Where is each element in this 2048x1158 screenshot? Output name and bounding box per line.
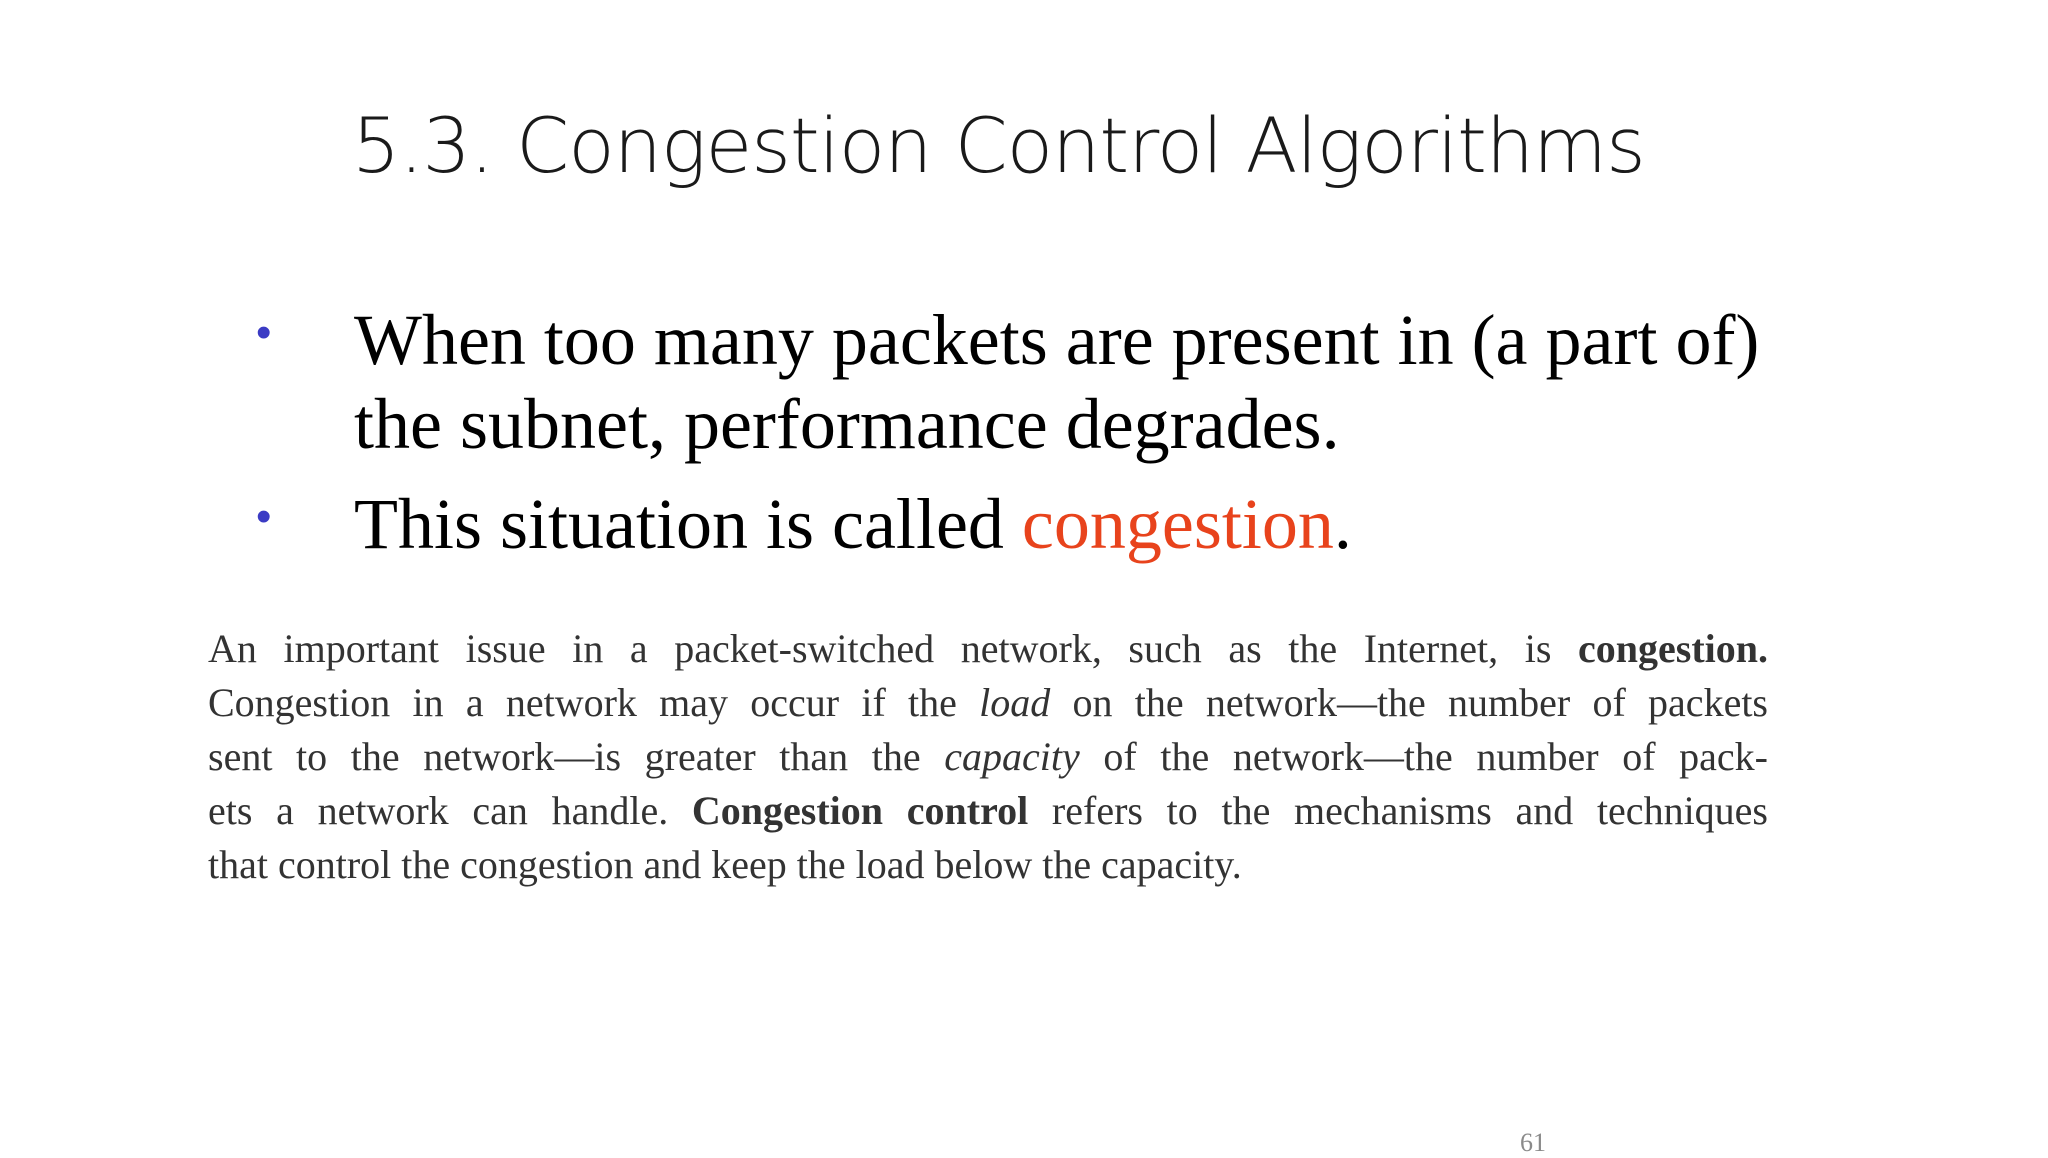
bullet-text: When too many packets are present in (a part of) the subnet, performance degrades.	[354, 300, 1760, 464]
highlighted-term: congestion	[1021, 484, 1334, 564]
paragraph-text: of the network—the number of pack-	[1079, 734, 1769, 779]
bold-term: Congestion control	[691, 788, 1029, 833]
paragraph-line	[208, 838, 1768, 892]
bullet-text-start: This situation is called	[354, 484, 1022, 564]
paragraph-line	[208, 730, 1768, 784]
paragraph-text: Congestion in a network may occur if the	[208, 680, 980, 725]
paragraph-text: ets a network can handle.	[208, 788, 692, 833]
definition-paragraph	[208, 622, 1768, 892]
paragraph-line	[208, 784, 1768, 838]
bullet-text-end: .	[1333, 484, 1352, 564]
bullet-text	[354, 482, 1794, 566]
slide-title: 5.3. Congestion Control Algorithms	[352, 101, 1645, 190]
paragraph-text: on the network—the number of packets	[1050, 680, 1768, 725]
italic-term: load	[979, 680, 1051, 725]
paragraph-text: sent to the network—is greater than the	[208, 734, 945, 779]
bullet-dot-icon: •	[256, 308, 272, 357]
paragraph-text: An important issue in a packet-switched network, such as the Internet, is	[208, 626, 1578, 671]
paragraph-line	[208, 622, 1768, 676]
paragraph-text: refers to the mechanisms and techniques	[1028, 788, 1768, 833]
paragraph-text: that control the congestion and keep the load below the capacity.	[208, 842, 1242, 887]
bold-term: congestion.	[1578, 626, 1768, 671]
paragraph-line	[208, 676, 1768, 730]
page-number: 61	[1520, 1128, 1546, 1157]
italic-term: capacity	[944, 734, 1080, 779]
bullet-dot-icon: •	[256, 492, 272, 541]
